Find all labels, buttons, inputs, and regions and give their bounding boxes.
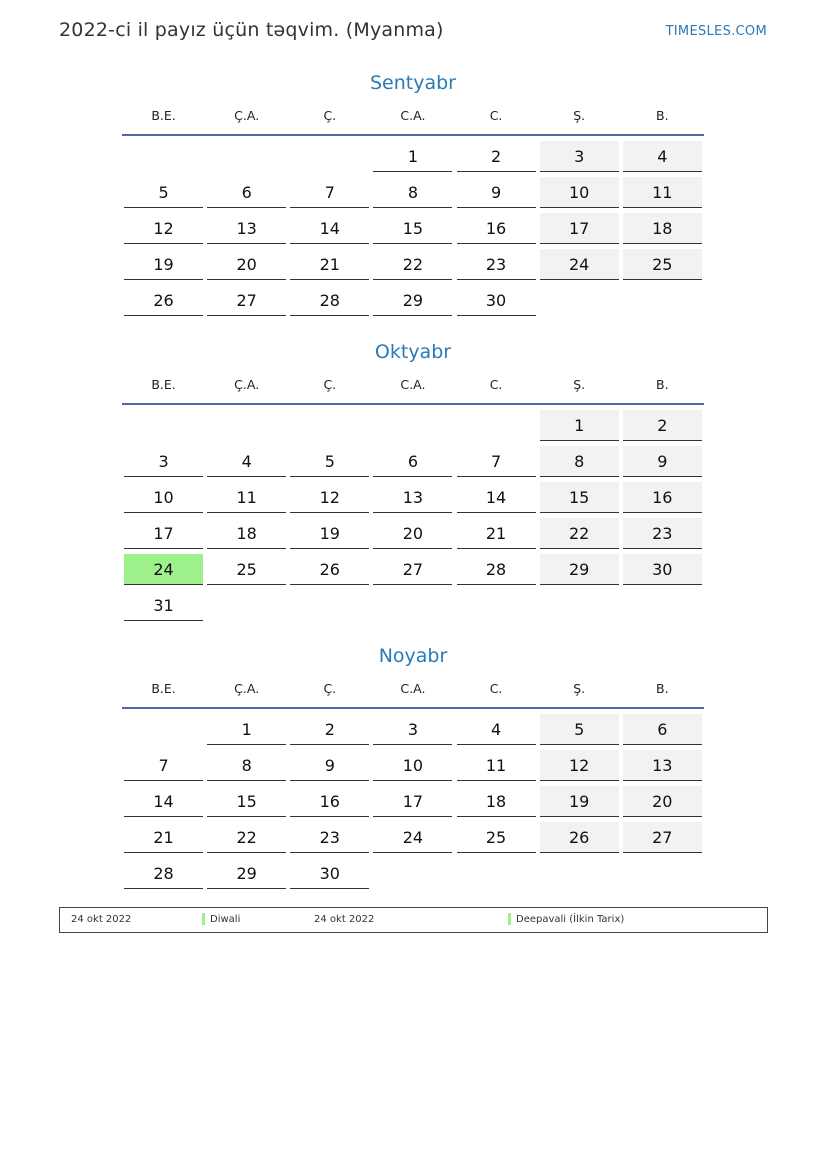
empty-cell: [207, 141, 286, 172]
legend-holiday-name: Deepavali (İlkin Tarix): [516, 914, 625, 925]
weekday-label: Ç.: [323, 376, 337, 392]
day-cell[interactable]: 4: [207, 446, 286, 477]
week-row: [122, 482, 704, 518]
day-cell[interactable]: 9: [623, 446, 702, 477]
weekday-label: Ş.: [573, 376, 586, 392]
month-calendar: [122, 70, 704, 321]
day-cell[interactable]: 5: [540, 714, 619, 745]
day-cell[interactable]: 20: [623, 786, 702, 817]
day-cell[interactable]: 7: [124, 750, 203, 781]
day-cell[interactable]: 18: [623, 213, 702, 244]
week-row: [122, 590, 704, 626]
day-cell[interactable]: 23: [623, 518, 702, 549]
day-cell[interactable]: 10: [540, 177, 619, 208]
day-cell[interactable]: 25: [207, 554, 286, 585]
weekday-label: Ç.: [323, 107, 337, 123]
day-cell[interactable]: 18: [457, 786, 536, 817]
day-cell[interactable]: 4: [457, 714, 536, 745]
day-cell[interactable]: 9: [290, 750, 369, 781]
day-cell[interactable]: 14: [457, 482, 536, 513]
day-cell[interactable]: 4: [623, 141, 702, 172]
day-cell[interactable]: 7: [290, 177, 369, 208]
day-cell[interactable]: 29: [540, 554, 619, 585]
day-cell[interactable]: 3: [124, 446, 203, 477]
day-cell[interactable]: 26: [290, 554, 369, 585]
week-row: [122, 554, 704, 590]
day-cell[interactable]: 27: [623, 822, 702, 853]
week-row: [122, 285, 704, 321]
day-cell[interactable]: 15: [373, 213, 452, 244]
empty-cell: [124, 714, 203, 745]
day-cell[interactable]: 10: [124, 482, 203, 513]
day-cell[interactable]: 26: [124, 285, 203, 316]
day-cell[interactable]: 24: [373, 822, 452, 853]
day-cell[interactable]: 13: [207, 213, 286, 244]
empty-cell: [540, 858, 619, 889]
empty-cell: [207, 410, 286, 441]
day-cell[interactable]: 26: [540, 822, 619, 853]
day-cell[interactable]: 28: [124, 858, 203, 889]
weekday-label: B.: [656, 107, 669, 123]
weekday-label: Ç.A.: [234, 107, 260, 123]
day-cell[interactable]: 19: [124, 249, 203, 280]
weekday-label: C.A.: [400, 107, 426, 123]
day-cell[interactable]: 7: [457, 446, 536, 477]
day-cell[interactable]: 2: [457, 141, 536, 172]
day-cell[interactable]: 28: [457, 554, 536, 585]
weekday-label: B.: [656, 680, 669, 696]
day-cell[interactable]: 22: [207, 822, 286, 853]
month-name: Sentyabr: [369, 72, 456, 94]
day-cell[interactable]: 12: [540, 750, 619, 781]
legend-holiday-name: Diwali: [210, 914, 241, 925]
page-title: 2022-ci il payız üçün təqvim. (Myanma): [59, 19, 444, 41]
week-row: [122, 177, 704, 213]
day-cell[interactable]: 17: [540, 213, 619, 244]
weekday-label: C.A.: [400, 376, 426, 392]
weekday-header: [122, 96, 704, 136]
week-row: [122, 213, 704, 249]
empty-cell: [457, 410, 536, 441]
day-cell[interactable]: 29: [207, 858, 286, 889]
day-cell[interactable]: 11: [207, 482, 286, 513]
weekday-label: Ş.: [573, 107, 586, 123]
day-cell[interactable]: 5: [124, 177, 203, 208]
empty-cell: [207, 590, 286, 621]
weekday-label: B.: [656, 376, 669, 392]
day-cell[interactable]: 23: [457, 249, 536, 280]
weekday-label: B.E.: [151, 107, 176, 123]
day-cell[interactable]: 1: [207, 714, 286, 745]
day-cell[interactable]: 23: [290, 822, 369, 853]
weekday-label: Ç.A.: [234, 680, 260, 696]
empty-cell: [457, 858, 536, 889]
month-name: Noyabr: [378, 645, 448, 667]
day-cell[interactable]: 6: [207, 177, 286, 208]
empty-cell: [290, 410, 369, 441]
weekday-label: C.: [489, 376, 503, 392]
empty-cell: [457, 590, 536, 621]
day-cell[interactable]: 27: [207, 285, 286, 316]
empty-cell: [290, 590, 369, 621]
day-cell[interactable]: 17: [124, 518, 203, 549]
weekday-label: Ç.A.: [234, 376, 260, 392]
day-cell[interactable]: 6: [623, 714, 702, 745]
day-cell[interactable]: 22: [540, 518, 619, 549]
empty-cell: [290, 141, 369, 172]
day-cell[interactable]: 20: [207, 249, 286, 280]
day-cell[interactable]: 2: [290, 714, 369, 745]
weekday-header: [122, 365, 704, 405]
day-cell[interactable]: 17: [373, 786, 452, 817]
weekday-label: Ç.: [323, 680, 337, 696]
day-cell[interactable]: 21: [290, 249, 369, 280]
day-cell[interactable]: 18: [207, 518, 286, 549]
holiday-marker-icon: [508, 913, 511, 925]
empty-cell: [623, 590, 702, 621]
day-cell[interactable]: 13: [623, 750, 702, 781]
holiday-marker-icon: [202, 913, 205, 925]
week-row: [122, 714, 704, 750]
day-cell[interactable]: 5: [290, 446, 369, 477]
day-cell[interactable]: 20: [373, 518, 452, 549]
day-cell[interactable]: 6: [373, 446, 452, 477]
day-cell[interactable]: 8: [373, 177, 452, 208]
week-row: [122, 858, 704, 894]
day-cell[interactable]: 30: [457, 285, 536, 316]
day-cell[interactable]: 14: [290, 213, 369, 244]
empty-cell: [540, 285, 619, 316]
weekday-label: C.A.: [400, 680, 426, 696]
day-cell[interactable]: 11: [623, 177, 702, 208]
brand-link[interactable]: TIMESLES.COM: [665, 24, 767, 39]
week-row: [122, 410, 704, 446]
empty-cell: [373, 590, 452, 621]
day-cell[interactable]: 21: [457, 518, 536, 549]
day-cell[interactable]: 11: [457, 750, 536, 781]
day-cell[interactable]: 8: [207, 750, 286, 781]
day-cell[interactable]: 10: [373, 750, 452, 781]
day-cell[interactable]: 19: [290, 518, 369, 549]
empty-cell: [373, 858, 452, 889]
day-cell[interactable]: 14: [124, 786, 203, 817]
weekday-label: C.: [489, 107, 503, 123]
day-cell[interactable]: 16: [457, 213, 536, 244]
weekday-header: [122, 669, 704, 709]
weekday-label: B.E.: [151, 680, 176, 696]
month-name: Oktyabr: [374, 341, 452, 363]
weekday-label: Ş.: [573, 680, 586, 696]
weekday-label: C.: [489, 680, 503, 696]
legend-date: 24 okt 2022: [71, 914, 132, 925]
empty-cell: [623, 285, 702, 316]
week-row: [122, 141, 704, 177]
day-cell[interactable]: 24: [124, 554, 203, 585]
day-cell[interactable]: 1: [540, 410, 619, 441]
day-cell[interactable]: 29: [373, 285, 452, 316]
day-cell[interactable]: 2: [623, 410, 702, 441]
week-row: [122, 750, 704, 786]
day-cell[interactable]: 15: [540, 482, 619, 513]
empty-cell: [124, 410, 203, 441]
day-cell[interactable]: 27: [373, 554, 452, 585]
day-cell[interactable]: 21: [124, 822, 203, 853]
weekday-label: B.E.: [151, 376, 176, 392]
day-cell[interactable]: 15: [207, 786, 286, 817]
week-row: [122, 822, 704, 858]
day-cell[interactable]: 28: [290, 285, 369, 316]
week-row: [122, 518, 704, 554]
day-cell[interactable]: 9: [457, 177, 536, 208]
month-calendar: [122, 643, 704, 894]
day-cell[interactable]: 19: [540, 786, 619, 817]
legend-date: 24 okt 2022: [314, 914, 375, 925]
empty-cell: [623, 858, 702, 889]
month-calendar: [122, 339, 704, 626]
week-row: [122, 249, 704, 285]
holiday-legend: [59, 907, 768, 933]
week-row: [122, 446, 704, 482]
day-cell[interactable]: 30: [290, 858, 369, 889]
day-cell[interactable]: 3: [540, 141, 619, 172]
day-cell[interactable]: 12: [290, 482, 369, 513]
day-cell[interactable]: 30: [623, 554, 702, 585]
day-cell[interactable]: 22: [373, 249, 452, 280]
week-row: [122, 786, 704, 822]
empty-cell: [124, 141, 203, 172]
day-cell[interactable]: 13: [373, 482, 452, 513]
day-cell[interactable]: 31: [124, 590, 203, 621]
day-cell[interactable]: 24: [540, 249, 619, 280]
day-cell[interactable]: 25: [623, 249, 702, 280]
day-cell[interactable]: 1: [373, 141, 452, 172]
day-cell[interactable]: 16: [290, 786, 369, 817]
day-cell[interactable]: 25: [457, 822, 536, 853]
day-cell[interactable]: 12: [124, 213, 203, 244]
empty-cell: [540, 590, 619, 621]
day-cell[interactable]: 3: [373, 714, 452, 745]
day-cell[interactable]: 8: [540, 446, 619, 477]
empty-cell: [373, 410, 452, 441]
day-cell[interactable]: 16: [623, 482, 702, 513]
